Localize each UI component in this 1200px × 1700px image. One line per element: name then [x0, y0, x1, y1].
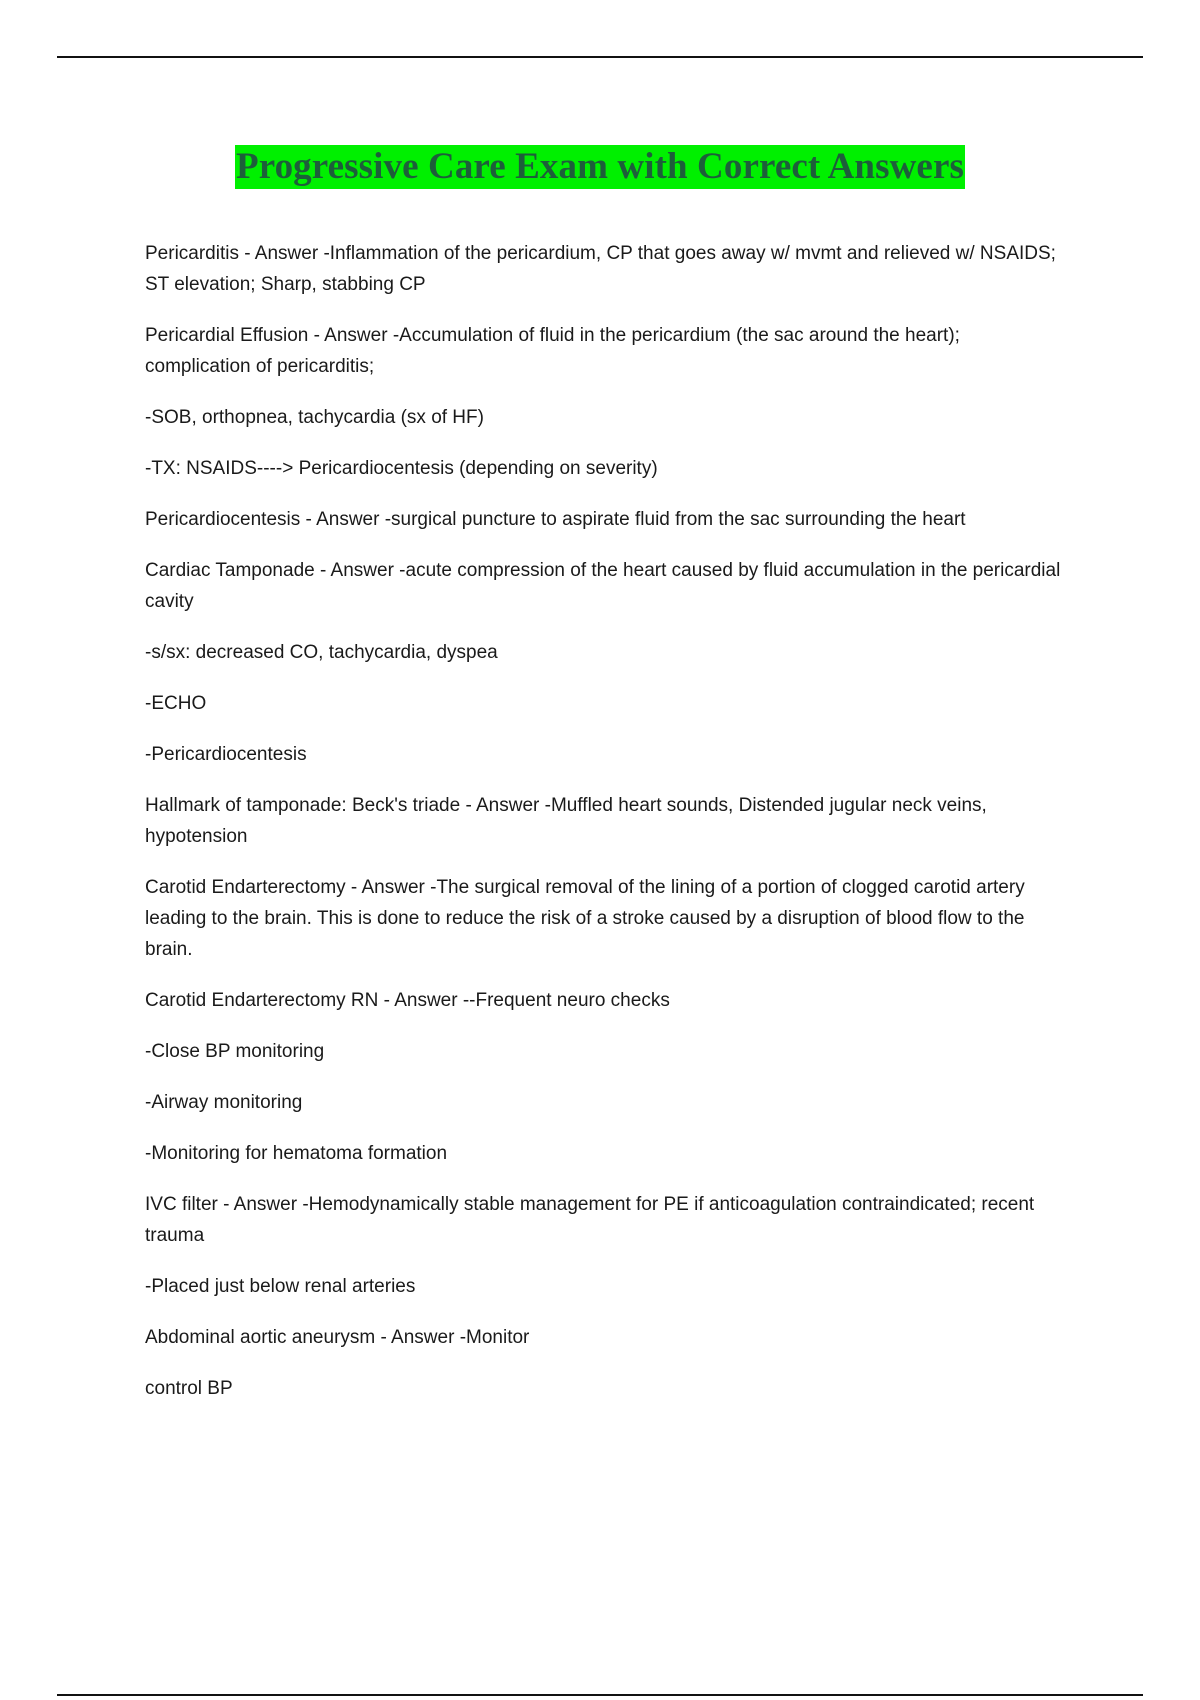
paragraph-pericardial-effusion: Pericardial Effusion - Answer -Accumulation of fluid in the pericardium (the sac around the heart); complication of pericarditis; [145, 325, 960, 377]
paragraph-hematoma-monitoring: -Monitoring for hematoma formation [145, 1143, 448, 1164]
footer-rule [57, 1694, 1143, 1696]
paragraph-bp-monitoring: -Close BP monitoring [145, 1041, 325, 1062]
document-body [145, 238, 1065, 1424]
paragraph-tamponade-pericardiocentesis: -Pericardiocentesis [145, 744, 307, 765]
paragraph-pericardiocentesis: Pericardiocentesis - Answer -surgical puncture to aspirate fluid from the sac surrounding the heart [145, 509, 966, 530]
paragraph-pericarditis: Pericarditis - Answer -Inflammation of the pericardium, CP that goes away w/ mvmt and relieved w/ NSAIDS; ST elevation; Sharp, stabbing CP [145, 243, 1056, 295]
paragraph-becks-triad: Hallmark of tamponade: Beck's triade - Answer -Muffled heart sounds, Distended jugular neck veins, hypotension [145, 795, 987, 847]
paragraph-cardiac-tamponade: Cardiac Tamponade - Answer -acute compression of the heart caused by fluid accumulation in the pericardial cavity [145, 560, 1061, 612]
paragraph-carotid-rn: Carotid Endarterectomy RN - Answer --Frequent neuro checks [145, 990, 670, 1011]
header-rule [57, 56, 1143, 58]
paragraph-airway-monitoring: -Airway monitoring [145, 1092, 303, 1113]
paragraph-tamponade-echo: -ECHO [145, 693, 207, 714]
paragraph-ivc-filter: IVC filter - Answer -Hemodynamically stable management for PE if anticoagulation contraindicated; recent trauma [145, 1194, 1035, 1246]
paragraph-aaa: Abdominal aortic aneurysm - Answer -Monitor [145, 1327, 530, 1348]
title-container [0, 145, 1200, 189]
paragraph-carotid-endarterectomy: Carotid Endarterectomy - Answer -The surgical removal of the lining of a portion of clogged carotid artery leading to the brain. This is done to reduce the risk of a stroke caused by a disruption of blood flow to the brain. [145, 877, 1025, 960]
paragraph-tamponade-symptoms: -s/sx: decreased CO, tachycardia, dyspea [145, 642, 498, 663]
document-title: Progressive Care Exam with Correct Answers [236, 146, 964, 187]
paragraph-effusion-symptoms: -SOB, orthopnea, tachycardia (sx of HF) [145, 407, 484, 428]
paragraph-effusion-treatment: -TX: NSAIDS----> Pericardiocentesis (depending on severity) [145, 458, 658, 479]
paragraph-ivc-placement: -Placed just below renal arteries [145, 1276, 416, 1297]
paragraph-control-bp: control BP [145, 1378, 233, 1399]
